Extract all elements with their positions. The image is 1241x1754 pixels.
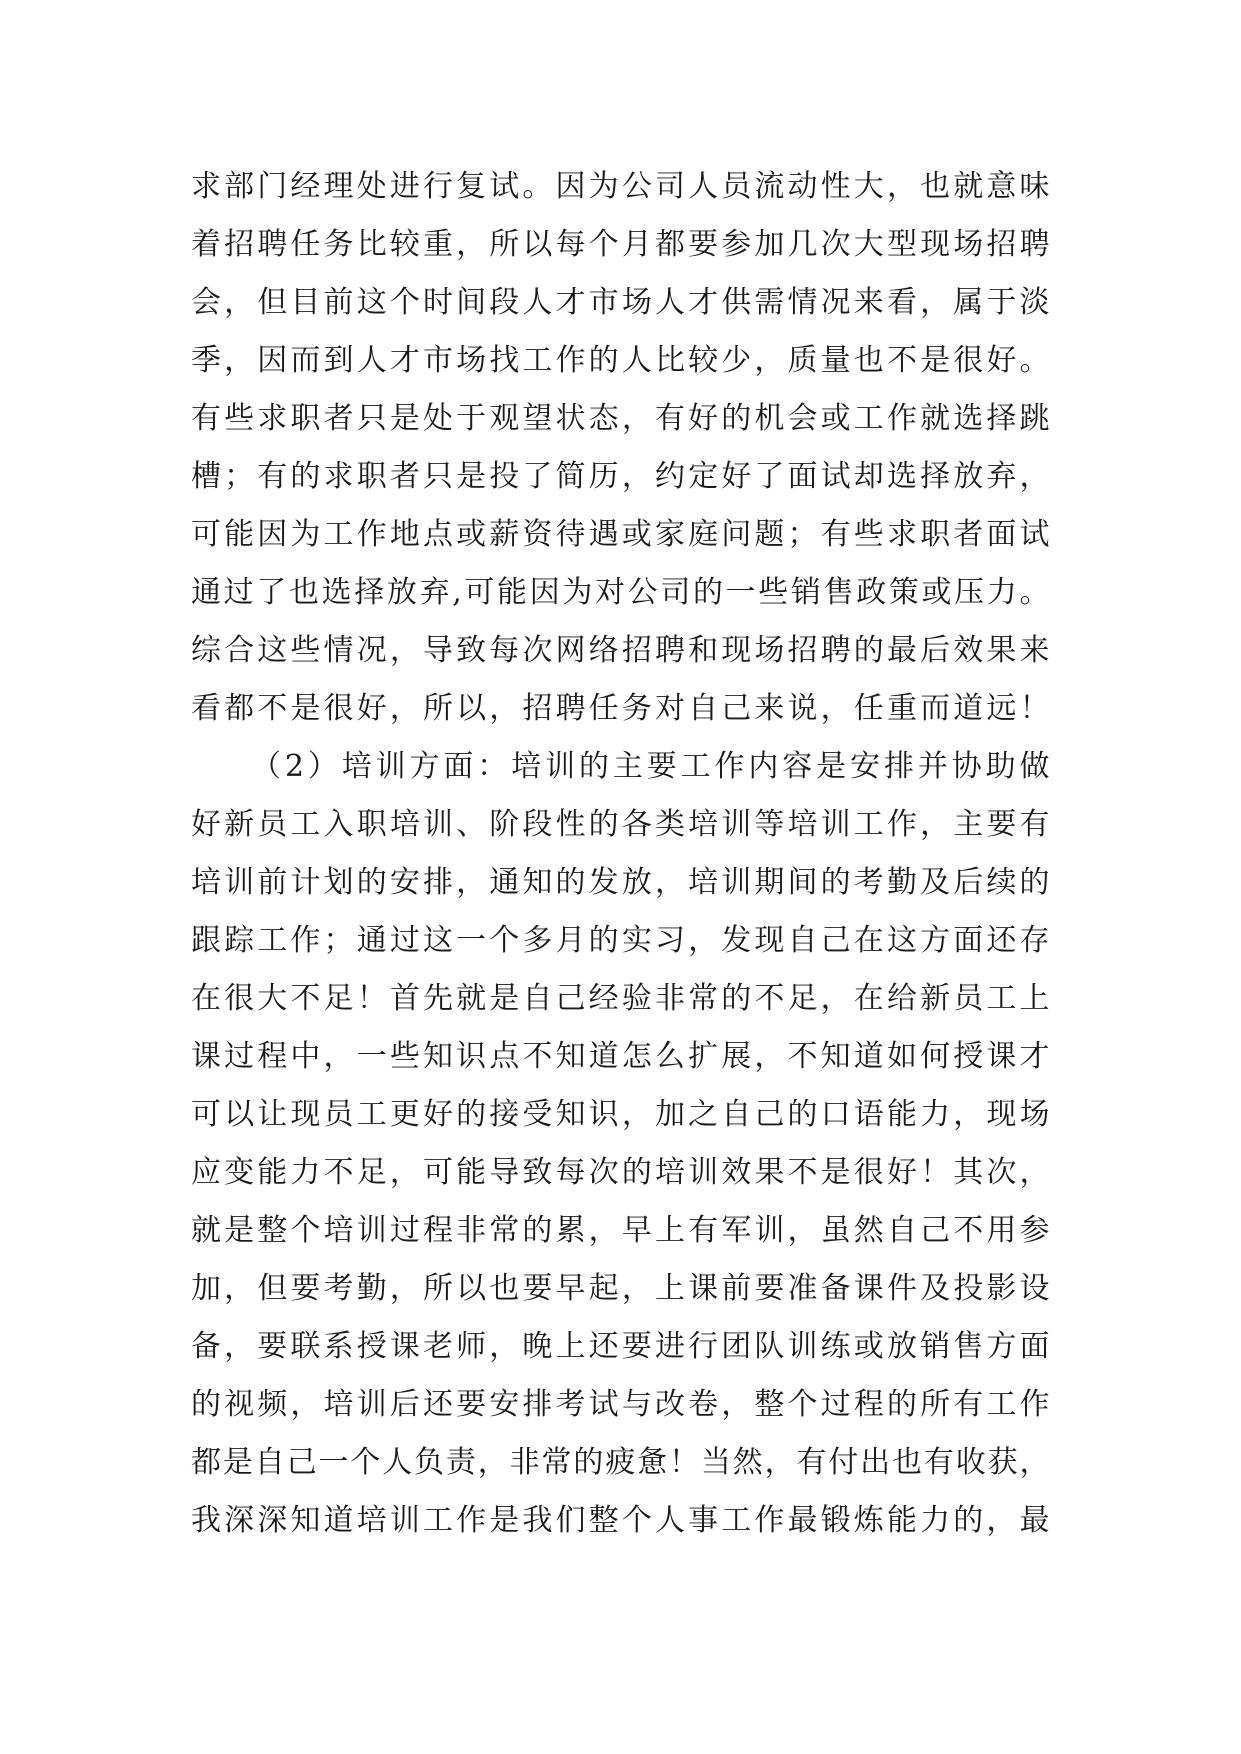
text-line: 跟踪工作；通过这一个多月的实习，发现自己在这方面还存 [191, 923, 1051, 958]
text-line: 课过程中，一些知识点不知道怎么扩展，不知道如何授课才 [191, 1039, 1051, 1074]
text-line: 就是整个培训过程非常的累，早上有军训，虽然自己不用参 [191, 1213, 1051, 1248]
text-line: 都是自己一个人负责，非常的疲惫！当然，有付出也有收获， [191, 1445, 1051, 1480]
text-line: 在很大不足！首先就是自己经验非常的不足，在给新员工上 [191, 981, 1051, 1016]
text-line: 培训前计划的安排，通知的发放，培训期间的考勤及后续的 [191, 865, 1051, 900]
text-line: 季，因而到人才市场找工作的人比较少，质量也不是很好。 [191, 343, 1051, 378]
text-line: 综合这些情况，导致每次网络招聘和现场招聘的最后效果来 [191, 633, 1051, 668]
text-line: 我深深知道培训工作是我们整个人事工作最锻炼能力的，最 [191, 1503, 1051, 1538]
text-line: 槽；有的求职者只是投了简历，约定好了面试却选择放弃， [191, 459, 1051, 494]
text-line: 可能因为工作地点或薪资待遇或家庭问题；有些求职者面试 [191, 517, 1051, 552]
text-line: 应变能力不足，可能导致每次的培训效果不是很好！其次， [191, 1155, 1051, 1190]
text-line: 加，但要考勤，所以也要早起，上课前要准备课件及投影设 [191, 1271, 1051, 1306]
text-line: 备，要联系授课老师，晚上还要进行团队训练或放销售方面 [191, 1329, 1051, 1364]
body-text [191, 158, 1051, 1550]
text-line: 看都不是很好，所以，招聘任务对自己来说，任重而道远！ [191, 691, 1051, 726]
text-line: 求部门经理处进行复试。因为公司人员流动性大，也就意味 [191, 169, 1051, 204]
text-line: 的视频，培训后还要安排考试与改卷，整个过程的所有工作 [191, 1387, 1051, 1422]
text-line: 通过了也选择放弃,可能因为对公司的一些销售政策或压力。 [191, 575, 1051, 610]
text-line: 可以让现员工更好的接受知识，加之自己的口语能力，现场 [191, 1097, 1051, 1132]
text-line: 有些求职者只是处于观望状态，有好的机会或工作就选择跳 [191, 401, 1051, 436]
text-line: 着招聘任务比较重，所以每个月都要参加几次大型现场招聘 [191, 227, 1051, 262]
text-line: 会，但目前这个时间段人才市场人才供需情况来看，属于淡 [191, 285, 1051, 320]
paragraph-heading-line: （2）培训方面：培训的主要工作内容是安排并协助做 [251, 749, 1051, 784]
text-line: 好新员工入职培训、阶段性的各类培训等培训工作，主要有 [191, 807, 1051, 842]
